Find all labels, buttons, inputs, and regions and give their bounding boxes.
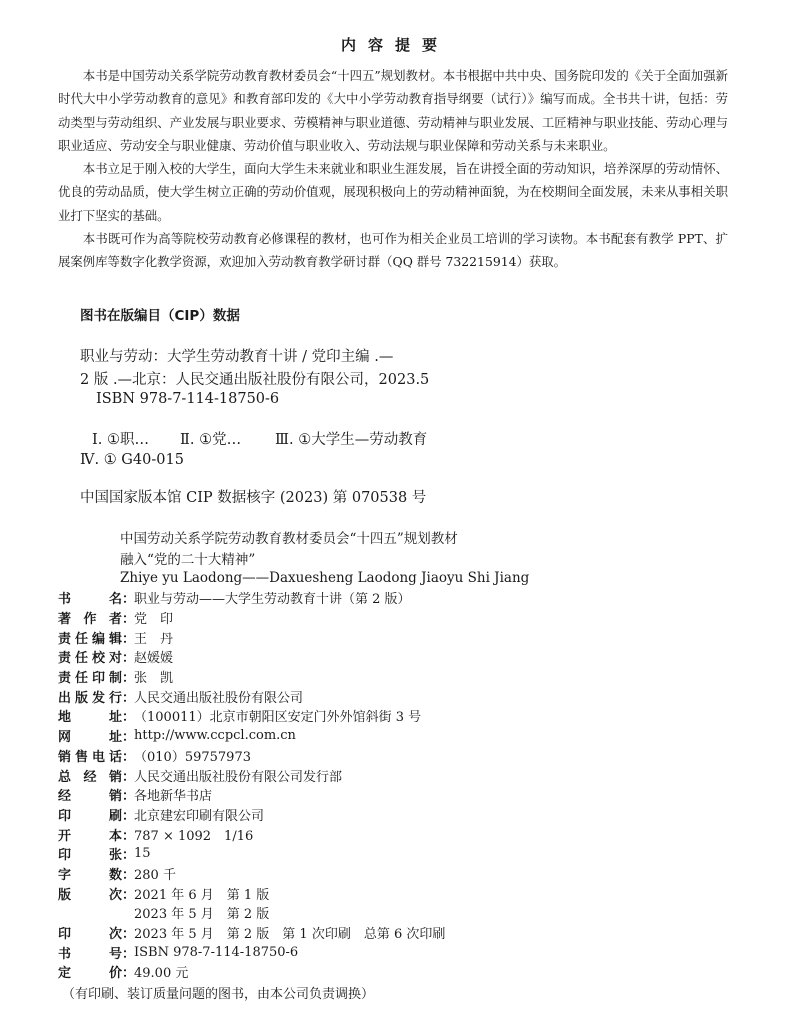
cip-isbn: ISBN 978-7-114-18750-6 (96, 391, 280, 407)
colophon-row: 网址 ： http://www.ccpcl.com.cn (58, 728, 296, 746)
colophon-key: 经销 (58, 789, 122, 805)
colophon-row: 书名 ： 职业与劳动——大学生劳动教育十讲（第 2 版） (58, 588, 758, 608)
cip-classification (92, 428, 427, 449)
colophon-key: 责任校对 (58, 651, 122, 667)
colophon-value: 2021 年 6 月 第 1 版 (134, 887, 270, 903)
colophon-key: 责任编辑 (58, 631, 122, 647)
colophon-row: 字数 ： 280 千 (58, 864, 758, 884)
colophon-key: 印刷 (58, 808, 122, 824)
colophon-row: 地址 ： （100011）北京市朝阳区安定门外外馆斜街 3 号 (58, 706, 758, 726)
colophon-value: 职业与劳动——大学生劳动教育十讲（第 2 版） (134, 592, 411, 608)
cip-edition-line: 2 版 .—北京：人民交通出版社股份有限公司，2023.5 (80, 372, 430, 388)
colophon-value: 280 千 (134, 867, 176, 883)
colophon-value: 15 (134, 846, 151, 862)
colophon-key: 字数 (58, 867, 122, 883)
colophon-value: http://www.ccpcl.com.cn (134, 728, 296, 744)
colophon-value: 人民交通出版社股份有限公司 (134, 690, 304, 706)
colophon-value: 张 凯 (134, 671, 174, 687)
colophon-key: 版次 (58, 887, 122, 903)
colophon-key: 书号 (58, 946, 122, 962)
quality-footnote: （有印刷、装订质量问题的图书，由本公司负责调换） (62, 986, 375, 1002)
colophon-value: ISBN 978-7-114-18750-6 (134, 944, 299, 960)
summary-paragraph-1: 本书是中国劳动关系学院劳动教育教材委员会“十四五”规划教材。本书根据中共中央、国务院印发的《关于全面加强新时代大中小学劳动教育的意见》和教育部印发的《大中小学劳动教育指导纲要（试行）》编写而成。全书共十讲，包括：劳动类型与劳动组织、产业发展与职业要求、劳模精神与职业道德、劳动精神与职业发展、工匠精神与职业技能、劳动心理与职业适应、劳动安全与职业健康、劳动价值与职业收入、劳动法规与职业保障和劳动关系与未来职业。 (58, 68, 728, 153)
summary-body (58, 64, 728, 274)
colophon-value: 各地新华书店 (134, 789, 213, 805)
cip-class-2: Ⅱ. ①党… (180, 432, 242, 448)
colophon-value: 2023 年 5 月 第 2 版 第 1 次印刷 总第 6 次印刷 (134, 927, 446, 943)
colophon-value: 2023 年 5 月 第 2 版 (134, 907, 270, 923)
cip-class-3: Ⅲ. ①大学生—劳动教育 (275, 432, 428, 448)
colophon-value: 党 印 (134, 612, 174, 628)
colophon-key: 开本 (58, 828, 122, 844)
colophon-row: 责任印制 ： 张 凯 (58, 667, 758, 687)
colophon-row: 版次 ： 2021 年 6 月 第 1 版 (58, 883, 758, 903)
series-pinyin: Zhiye yu Laodong——Daxuesheng Laodong Jiaoyu Shi Jiang (120, 570, 530, 586)
colophon-key: 总经销 (58, 769, 122, 785)
colophon-value: 人民交通出版社股份有限公司发行部 (134, 769, 343, 785)
colophon-value: 赵媛媛 (134, 651, 174, 667)
colophon-key: 印张 (58, 848, 122, 864)
colophon-key: 定价 (58, 966, 122, 982)
colophon-row: 经销 ： 各地新华书店 (58, 785, 758, 805)
summary-paragraph-2: 本书立足于刚入校的大学生，面向大学生未来就业和职业生涯发展，旨在讲授全面的劳动知识，培养深厚的劳动情怀、优良的劳动品质，使大学生树立正确的劳动价值观，展现积极向上的劳动精神面貌，为在校期间全面发展，未来从事相关职业打下坚实的基础。 (58, 161, 728, 223)
series-line-1: 中国劳动关系学院劳动教育教材委员会“十四五”规划教材 (120, 531, 458, 547)
cip-title-line: 职业与劳动：大学生劳动教育十讲 / 党印主编 .— (80, 349, 394, 365)
colophon-key: 销售电话 (58, 749, 122, 765)
colophon-value: （100011）北京市朝阳区安定门外外馆斜街 3 号 (134, 710, 422, 726)
cip-class-4: Ⅳ. ① G40-015 (80, 452, 184, 468)
colophon-row: 总经销 ： 人民交通出版社股份有限公司发行部 (58, 765, 758, 785)
colophon-row: 印刷 ： 北京建宏印刷有限公司 (58, 805, 758, 825)
cip-header: 图书在版编目（CIP）数据 (80, 308, 240, 324)
colophon-key: 责任印制 (58, 671, 122, 687)
series-line-2: 融入“党的二十大精神” (120, 552, 256, 568)
colophon-key: 印次 (58, 927, 122, 943)
colophon-key: 地址 (58, 710, 122, 726)
colophon-key: 著作者 (58, 612, 122, 628)
colophon-key: 出版发行 (58, 690, 122, 706)
colophon-value: 王 丹 (134, 631, 174, 647)
colophon-row: 销售电话 ： （010）59757973 (58, 746, 758, 766)
colophon-value: （010）59757973 (134, 749, 251, 765)
colophon-row (58, 903, 758, 923)
colophon-key: 书名 (58, 592, 122, 608)
colophon-value: 787 × 1092 1/16 (134, 828, 254, 844)
colophon-row: 印张 ： 15 (58, 846, 151, 864)
colophon-key: 网址 (58, 730, 122, 746)
colophon-row: 定价 ： 49.00 元 (58, 962, 758, 982)
colophon-value: 49.00 元 (134, 966, 189, 982)
cip-class-1: Ⅰ. ①职… (92, 432, 149, 448)
colophon-value: 北京建宏印刷有限公司 (134, 808, 265, 824)
colophon-row: 开本 ： 787 × 1092 1/16 (58, 824, 758, 844)
colophon-row: 书号 ： ISBN 978-7-114-18750-6 (58, 944, 299, 962)
cip-record-number: 中国国家版本馆 CIP 数据核字 (2023) 第 070538 号 (80, 490, 427, 506)
colophon-row: 出版发行 ： 人民交通出版社股份有限公司 (58, 686, 758, 706)
colophon-row: 著作者 ： 党 印 (58, 608, 758, 628)
colophon (58, 588, 758, 1002)
summary-paragraph-3: 本书既可作为高等院校劳动教育必修课程的教材，也可作为相关企业员工培训的学习读物。本书配套有教学 PPT、扩展案例库等数字化教学资源，欢迎加入劳动教育教学研讨群（QQ 群号 732215914）获取。 (58, 231, 728, 270)
colophon-row: 印次 ： 2023 年 5 月 第 2 版 第 1 次印刷 总第 6 次印刷 (58, 923, 758, 943)
colophon-row: 责任编辑 ： 王 丹 (58, 627, 758, 647)
colophon-row: 责任校对 ： 赵媛媛 (58, 647, 758, 667)
summary-title: 内容提要 (340, 36, 449, 54)
